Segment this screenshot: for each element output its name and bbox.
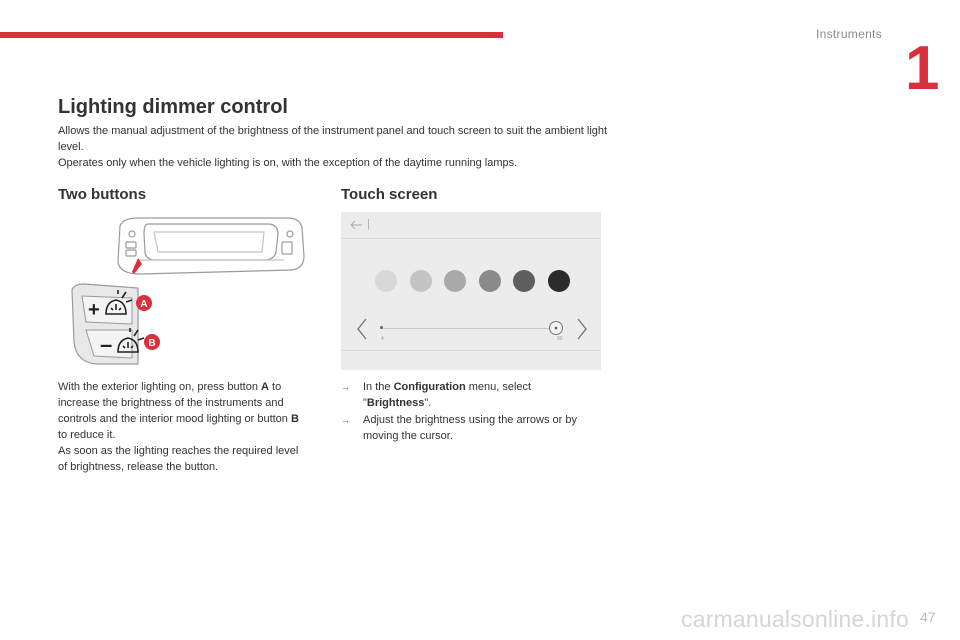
instrument-panel-outline	[118, 218, 304, 274]
instruction-bullet	[341, 412, 601, 444]
button-b-ref: B	[290, 413, 299, 425]
decrease-arrow-icon[interactable]	[355, 318, 369, 340]
bullet-arrow-icon: →	[341, 382, 350, 392]
slider-min-dot	[380, 326, 383, 329]
increase-arrow-icon[interactable]	[575, 318, 589, 340]
touch-screen-heading: Touch screen	[341, 186, 438, 203]
button-b-label: B	[148, 338, 156, 349]
button-a-label: A	[140, 299, 148, 310]
page-title: Lighting dimmer control	[58, 96, 288, 118]
touch-screen-illustration	[341, 212, 601, 370]
two-buttons-heading: Two buttons	[58, 186, 147, 203]
header-accent-bar	[0, 32, 503, 38]
instruction-paragraph: As soon as the lighting reaches the required level of brightness, release the button.	[58, 445, 299, 473]
intro-paragraph: Allows the manual adjustment of the brightness of the instrument panel and touch screen to suit the ambient light level.	[58, 125, 608, 153]
two-buttons-instructions	[58, 379, 308, 475]
brightness-preset-6[interactable]	[548, 270, 570, 292]
text-run: menu, select "	[363, 381, 532, 409]
slider-min-label: 4	[381, 336, 384, 342]
back-arrow-icon	[348, 217, 364, 233]
chapter-number: 1	[905, 34, 940, 103]
slider-cursor[interactable]	[548, 320, 564, 336]
menu-name: Configuration	[393, 381, 466, 393]
slider-max-label: 90	[557, 336, 563, 342]
brightness-preset-5[interactable]	[513, 270, 535, 292]
button-a-marker	[136, 295, 152, 311]
screen-title-placeholder: |	[367, 218, 370, 230]
two-buttons-illustration	[68, 212, 308, 370]
menu-option: Brightness	[366, 397, 425, 409]
brightness-preset-4[interactable]	[479, 270, 501, 292]
text-run: to reduce it.	[58, 429, 116, 441]
instruction-bullet	[341, 379, 601, 411]
instruction-paragraph	[58, 379, 308, 443]
text-run: Adjust the brightness using the arrows or by moving the cursor.	[363, 414, 578, 442]
intro-text	[58, 123, 618, 171]
section-label: Instruments	[816, 27, 882, 41]
screen-header	[341, 212, 601, 239]
page-number: 47	[920, 609, 936, 625]
bullet-arrow-icon: →	[341, 415, 350, 425]
touch-screen-instructions	[341, 379, 601, 444]
screen-bottom-divider	[341, 350, 601, 351]
button-b-marker	[144, 334, 160, 350]
intro-paragraph: Operates only when the vehicle lighting is on, with the exception of the daytime running lamps.	[58, 157, 518, 169]
text-run: With the exterior lighting on, press button	[58, 381, 261, 393]
text-run: ".	[424, 397, 432, 409]
brightness-preset-2[interactable]	[410, 270, 432, 292]
minus-symbol: –	[100, 332, 113, 357]
brightness-slider-track[interactable]	[380, 328, 556, 329]
plus-symbol: +	[88, 299, 100, 321]
text-run: In the	[363, 381, 394, 393]
brightness-preset-1[interactable]	[375, 270, 397, 292]
button-a-ref: A	[261, 381, 269, 393]
text-run: to increase the brightness of the instruments and controls and the interior mood lighting or button	[58, 381, 291, 425]
watermark: carmanualsonline.info	[681, 606, 909, 632]
brightness-preset-3[interactable]	[444, 270, 466, 292]
